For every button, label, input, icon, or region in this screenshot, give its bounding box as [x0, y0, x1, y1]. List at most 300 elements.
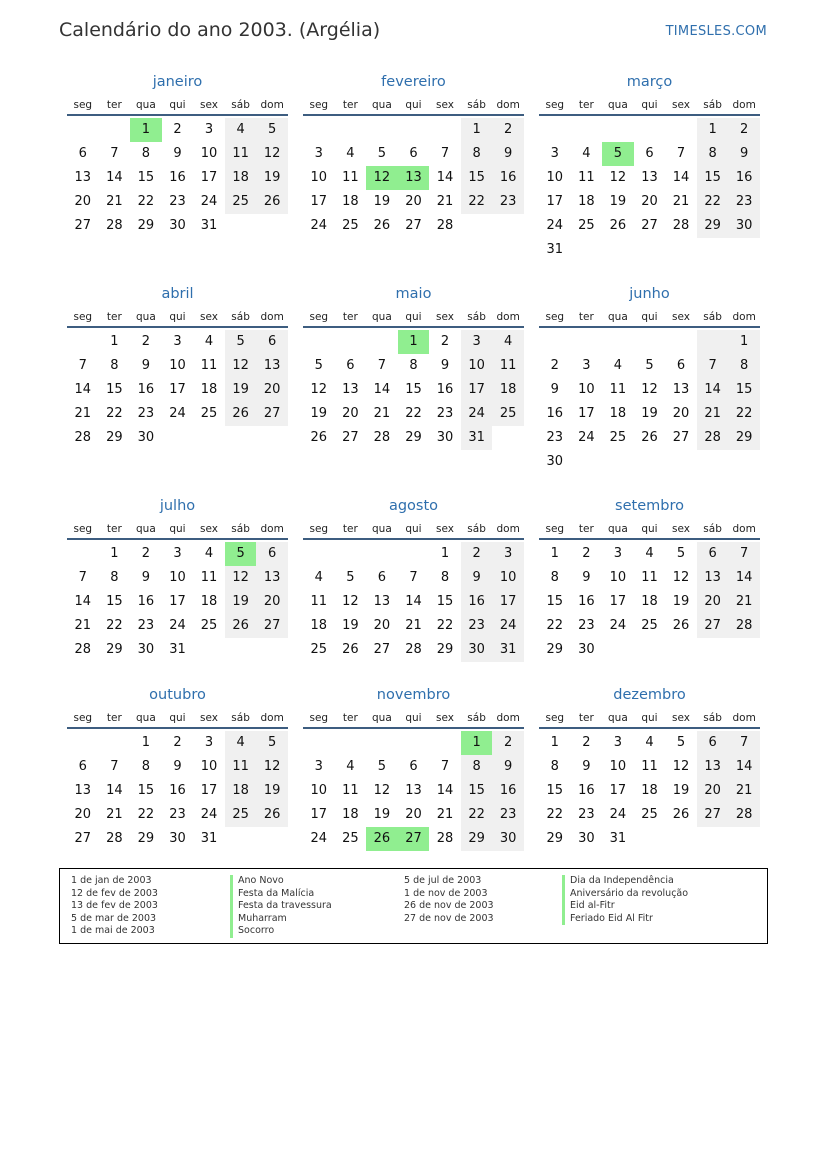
day-cell[interactable]: 9 [550, 382, 559, 397]
day-cell[interactable]: 29 [106, 430, 123, 445]
day-cell[interactable]: 5 [676, 735, 686, 750]
day-cell[interactable]: 28 [74, 642, 92, 657]
day-cell[interactable]: 20 [373, 618, 391, 633]
day-cell[interactable]: 7 [676, 146, 686, 161]
day-cell[interactable]: 24 [310, 831, 328, 846]
day-cell[interactable]: 21 [74, 406, 92, 421]
day-cell[interactable]: 4 [645, 546, 654, 561]
day-cell[interactable]: 18 [641, 783, 658, 798]
day-cell[interactable]: 21 [405, 618, 422, 633]
day-cell[interactable]: 20 [342, 406, 359, 421]
day-cell[interactable]: 5 [256, 731, 288, 755]
day-cell[interactable]: 11 [492, 354, 524, 378]
day-cell[interactable]: 17 [609, 594, 627, 609]
day-cell[interactable]: 8 [110, 358, 119, 373]
day-cell[interactable]: 27 [672, 430, 690, 445]
day-cell[interactable]: 8 [550, 759, 559, 774]
day-cell[interactable]: 11 [342, 783, 359, 798]
day-cell[interactable]: 24 [609, 807, 627, 822]
day-cell[interactable]: 5 [346, 570, 355, 585]
day-cell[interactable]: 30 [436, 430, 454, 445]
day-cell[interactable]: 15 [461, 166, 493, 190]
day-cell[interactable]: 28 [405, 642, 422, 657]
day-cell[interactable]: 25 [641, 618, 658, 633]
day-cell[interactable]: 7 [728, 731, 760, 755]
day-cell[interactable]: 3 [204, 735, 214, 750]
day-cell[interactable]: 30 [169, 218, 186, 233]
day-cell[interactable]: 12 [609, 170, 627, 185]
day-cell[interactable]: 7 [697, 354, 729, 378]
day-cell[interactable]: 19 [373, 807, 391, 822]
day-cell[interactable]: 10 [200, 146, 218, 161]
day-cell[interactable]: 30 [578, 831, 595, 846]
day-cell[interactable]: 22 [546, 807, 564, 822]
day-cell[interactable]: 8 [110, 570, 119, 585]
day-cell[interactable]: 22 [546, 618, 564, 633]
day-cell[interactable]: 28 [74, 430, 92, 445]
day-cell[interactable]: 23 [728, 190, 760, 214]
day-cell[interactable]: 28 [436, 218, 454, 233]
day-cell[interactable]: 28 [106, 831, 123, 846]
day-cell[interactable]: 18 [492, 378, 524, 402]
day-cell[interactable]: 22 [697, 190, 729, 214]
day-cell[interactable]: 18 [200, 594, 218, 609]
day-cell[interactable]: 20 [256, 378, 288, 402]
day-cell[interactable]: 3 [314, 759, 323, 774]
day-cell[interactable]: 2 [582, 546, 591, 561]
day-cell[interactable]: 9 [141, 570, 151, 585]
day-cell[interactable]: 14 [106, 783, 123, 798]
day-cell[interactable]: 15 [137, 170, 155, 185]
day-cell[interactable]: 3 [461, 330, 493, 354]
day-cell[interactable]: 1 [398, 330, 430, 354]
day-cell[interactable]: 29 [436, 642, 454, 657]
day-cell[interactable]: 11 [342, 170, 359, 185]
day-cell[interactable]: 3 [582, 358, 591, 373]
day-cell[interactable]: 14 [106, 170, 123, 185]
day-cell[interactable]: 8 [728, 354, 760, 378]
day-cell[interactable]: 10 [169, 570, 186, 585]
day-cell[interactable]: 9 [492, 755, 524, 779]
day-cell[interactable]: 20 [672, 406, 690, 421]
day-cell[interactable]: 15 [137, 783, 155, 798]
day-cell[interactable]: 2 [728, 118, 760, 142]
day-cell[interactable]: 29 [546, 642, 564, 657]
day-cell[interactable]: 25 [641, 807, 658, 822]
day-cell[interactable]: 25 [225, 190, 257, 214]
day-cell[interactable]: 23 [578, 807, 595, 822]
day-cell[interactable]: 5 [676, 546, 686, 561]
day-cell[interactable]: 27 [405, 218, 422, 233]
day-cell[interactable]: 7 [377, 358, 387, 373]
day-cell[interactable]: 31 [200, 831, 218, 846]
day-cell[interactable]: 29 [728, 426, 760, 450]
day-cell[interactable]: 26 [342, 642, 359, 657]
day-cell[interactable]: 19 [672, 783, 690, 798]
day-cell[interactable]: 10 [609, 759, 627, 774]
day-cell[interactable]: 14 [672, 170, 690, 185]
day-cell[interactable]: 23 [169, 807, 186, 822]
day-cell[interactable]: 29 [106, 642, 123, 657]
day-cell[interactable]: 9 [440, 358, 450, 373]
day-cell[interactable]: 3 [204, 122, 214, 137]
day-cell[interactable]: 13 [342, 382, 359, 397]
day-cell[interactable]: 30 [461, 638, 493, 662]
day-cell[interactable]: 15 [106, 594, 123, 609]
day-cell[interactable]: 29 [405, 430, 422, 445]
day-cell[interactable]: 2 [173, 122, 182, 137]
brand-logo[interactable]: TIMESLES.COM [665, 24, 767, 39]
day-cell[interactable]: 21 [728, 590, 760, 614]
day-cell[interactable]: 31 [169, 642, 186, 657]
day-cell[interactable]: 17 [578, 406, 595, 421]
day-cell[interactable]: 23 [461, 614, 493, 638]
day-cell[interactable]: 8 [697, 142, 729, 166]
day-cell[interactable]: 4 [204, 546, 214, 561]
day-cell[interactable]: 17 [200, 170, 218, 185]
day-cell[interactable]: 24 [492, 614, 524, 638]
day-cell[interactable]: 5 [377, 759, 387, 774]
day-cell[interactable]: 22 [106, 618, 123, 633]
day-cell[interactable]: 26 [373, 218, 391, 233]
day-cell[interactable]: 3 [173, 546, 182, 561]
day-cell[interactable]: 6 [78, 146, 87, 161]
day-cell[interactable]: 8 [141, 759, 151, 774]
day-cell[interactable]: 4 [225, 731, 257, 755]
day-cell[interactable]: 2 [461, 542, 493, 566]
day-cell[interactable]: 19 [373, 194, 391, 209]
day-cell[interactable]: 1 [440, 546, 450, 561]
day-cell[interactable]: 12 [256, 142, 288, 166]
day-cell[interactable]: 24 [609, 618, 627, 633]
day-cell[interactable]: 7 [409, 570, 418, 585]
day-cell[interactable]: 21 [436, 807, 454, 822]
day-cell[interactable]: 1 [550, 735, 559, 750]
day-cell[interactable]: 13 [74, 783, 92, 798]
day-cell[interactable]: 20 [256, 590, 288, 614]
day-cell[interactable]: 26 [672, 618, 690, 633]
day-cell[interactable]: 14 [373, 382, 391, 397]
day-cell[interactable]: 14 [697, 378, 729, 402]
day-cell[interactable]: 30 [169, 831, 186, 846]
day-cell[interactable]: 25 [342, 218, 359, 233]
day-cell[interactable]: 1 [130, 118, 162, 142]
day-cell[interactable]: 9 [173, 146, 182, 161]
day-cell[interactable]: 15 [405, 382, 422, 397]
day-cell[interactable]: 21 [373, 406, 391, 421]
day-cell[interactable]: 17 [609, 783, 627, 798]
day-cell[interactable]: 19 [342, 618, 359, 633]
day-cell[interactable]: 6 [645, 146, 654, 161]
day-cell[interactable]: 15 [546, 783, 564, 798]
day-cell[interactable]: 11 [641, 759, 658, 774]
day-cell[interactable]: 22 [137, 194, 155, 209]
day-cell[interactable]: 3 [613, 735, 623, 750]
day-cell[interactable]: 6 [78, 759, 87, 774]
day-cell[interactable]: 20 [74, 807, 92, 822]
day-cell[interactable]: 1 [141, 735, 151, 750]
day-cell[interactable]: 20 [405, 807, 422, 822]
day-cell[interactable]: 8 [550, 570, 559, 585]
day-cell[interactable]: 24 [200, 807, 218, 822]
day-cell[interactable]: 9 [728, 142, 760, 166]
day-cell[interactable]: 10 [310, 170, 328, 185]
day-cell[interactable]: 18 [641, 594, 658, 609]
day-cell[interactable]: 17 [200, 783, 218, 798]
day-cell[interactable]: 31 [200, 218, 218, 233]
day-cell[interactable]: 10 [200, 759, 218, 774]
day-cell[interactable]: 27 [256, 614, 288, 638]
day-cell[interactable]: 5 [225, 542, 257, 566]
day-cell[interactable]: 26 [256, 190, 288, 214]
day-cell[interactable]: 17 [169, 594, 186, 609]
day-cell[interactable]: 15 [697, 166, 729, 190]
day-cell[interactable]: 16 [578, 594, 595, 609]
day-cell[interactable]: 18 [200, 382, 218, 397]
day-cell[interactable]: 11 [200, 570, 218, 585]
day-cell[interactable]: 27 [697, 614, 729, 638]
day-cell[interactable]: 30 [728, 214, 760, 238]
day-cell[interactable]: 2 [141, 334, 151, 349]
day-cell[interactable]: 12 [672, 759, 690, 774]
day-cell[interactable]: 7 [78, 570, 87, 585]
day-cell[interactable]: 14 [74, 382, 92, 397]
day-cell[interactable]: 11 [641, 570, 658, 585]
day-cell[interactable]: 11 [609, 382, 627, 397]
day-cell[interactable]: 14 [74, 594, 92, 609]
day-cell[interactable]: 14 [728, 566, 760, 590]
day-cell[interactable]: 5 [225, 330, 257, 354]
day-cell[interactable]: 1 [550, 546, 559, 561]
day-cell[interactable]: 13 [641, 170, 658, 185]
day-cell[interactable]: 20 [697, 590, 729, 614]
day-cell[interactable]: 4 [645, 735, 654, 750]
day-cell[interactable]: 17 [461, 378, 493, 402]
day-cell[interactable]: 21 [436, 194, 454, 209]
day-cell[interactable]: 12 [641, 382, 658, 397]
day-cell[interactable]: 29 [137, 218, 155, 233]
day-cell[interactable]: 2 [582, 735, 591, 750]
day-cell[interactable]: 28 [106, 218, 123, 233]
day-cell[interactable]: 6 [409, 146, 418, 161]
day-cell[interactable]: 19 [225, 590, 257, 614]
day-cell[interactable]: 14 [436, 783, 454, 798]
day-cell[interactable]: 16 [492, 166, 524, 190]
day-cell[interactable]: 29 [461, 827, 493, 851]
day-cell[interactable]: 25 [200, 406, 218, 421]
day-cell[interactable]: 6 [676, 358, 686, 373]
day-cell[interactable]: 13 [373, 594, 391, 609]
day-cell[interactable]: 26 [366, 827, 398, 851]
day-cell[interactable]: 23 [137, 406, 155, 421]
day-cell[interactable]: 11 [200, 358, 218, 373]
day-cell[interactable]: 18 [578, 194, 595, 209]
day-cell[interactable]: 11 [310, 594, 328, 609]
day-cell[interactable]: 4 [613, 358, 623, 373]
day-cell[interactable]: 23 [492, 190, 524, 214]
day-cell[interactable]: 27 [342, 430, 359, 445]
day-cell[interactable]: 27 [74, 218, 92, 233]
day-cell[interactable]: 2 [173, 735, 182, 750]
day-cell[interactable]: 1 [728, 330, 760, 354]
day-cell[interactable]: 25 [492, 402, 524, 426]
day-cell[interactable]: 14 [436, 170, 454, 185]
day-cell[interactable]: 25 [310, 642, 328, 657]
day-cell[interactable]: 7 [440, 759, 450, 774]
day-cell[interactable]: 9 [141, 358, 151, 373]
day-cell[interactable]: 28 [728, 803, 760, 827]
day-cell[interactable]: 3 [613, 546, 623, 561]
day-cell[interactable]: 14 [405, 594, 422, 609]
day-cell[interactable]: 16 [436, 382, 454, 397]
day-cell[interactable]: 23 [546, 430, 564, 445]
day-cell[interactable]: 20 [405, 194, 422, 209]
day-cell[interactable]: 21 [74, 618, 92, 633]
day-cell[interactable]: 5 [602, 142, 634, 166]
day-cell[interactable]: 24 [546, 218, 564, 233]
day-cell[interactable]: 17 [310, 807, 328, 822]
day-cell[interactable]: 3 [550, 146, 559, 161]
day-cell[interactable]: 22 [728, 402, 760, 426]
day-cell[interactable]: 12 [342, 594, 359, 609]
day-cell[interactable]: 29 [137, 831, 155, 846]
day-cell[interactable]: 1 [110, 334, 119, 349]
day-cell[interactable]: 5 [314, 358, 323, 373]
day-cell[interactable]: 8 [461, 755, 493, 779]
day-cell[interactable]: 18 [225, 779, 257, 803]
day-cell[interactable]: 17 [310, 194, 328, 209]
day-cell[interactable]: 4 [225, 118, 257, 142]
day-cell[interactable]: 31 [492, 638, 524, 662]
day-cell[interactable]: 5 [377, 146, 387, 161]
day-cell[interactable]: 2 [550, 358, 559, 373]
day-cell[interactable]: 26 [225, 614, 257, 638]
day-cell[interactable]: 19 [256, 779, 288, 803]
day-cell[interactable]: 6 [377, 570, 387, 585]
day-cell[interactable]: 15 [546, 594, 564, 609]
day-cell[interactable]: 25 [609, 430, 627, 445]
day-cell[interactable]: 28 [672, 218, 690, 233]
day-cell[interactable]: 2 [440, 334, 450, 349]
day-cell[interactable]: 28 [697, 426, 729, 450]
day-cell[interactable]: 11 [225, 142, 257, 166]
day-cell[interactable]: 4 [204, 334, 214, 349]
day-cell[interactable]: 24 [310, 218, 328, 233]
day-cell[interactable]: 15 [436, 594, 454, 609]
day-cell[interactable]: 17 [169, 382, 186, 397]
day-cell[interactable]: 2 [141, 546, 151, 561]
day-cell[interactable]: 4 [314, 570, 323, 585]
day-cell[interactable]: 16 [546, 406, 564, 421]
day-cell[interactable]: 4 [582, 146, 591, 161]
day-cell[interactable]: 19 [256, 166, 288, 190]
day-cell[interactable]: 30 [137, 430, 155, 445]
day-cell[interactable]: 4 [346, 759, 355, 774]
day-cell[interactable]: 5 [645, 358, 654, 373]
day-cell[interactable]: 21 [672, 194, 690, 209]
day-cell[interactable]: 4 [346, 146, 355, 161]
day-cell[interactable]: 28 [436, 831, 454, 846]
day-cell[interactable]: 6 [256, 330, 288, 354]
day-cell[interactable]: 23 [492, 803, 524, 827]
day-cell[interactable]: 31 [609, 831, 627, 846]
day-cell[interactable]: 26 [641, 430, 658, 445]
day-cell[interactable]: 7 [78, 358, 87, 373]
day-cell[interactable]: 10 [492, 566, 524, 590]
day-cell[interactable]: 7 [440, 146, 450, 161]
day-cell[interactable]: 22 [405, 406, 422, 421]
day-cell[interactable]: 13 [697, 755, 729, 779]
day-cell[interactable]: 11 [225, 755, 257, 779]
day-cell[interactable]: 12 [225, 566, 257, 590]
day-cell[interactable]: 12 [672, 570, 690, 585]
day-cell[interactable]: 6 [409, 759, 418, 774]
day-cell[interactable]: 9 [582, 759, 591, 774]
day-cell[interactable]: 3 [314, 146, 323, 161]
day-cell[interactable]: 1 [461, 118, 493, 142]
day-cell[interactable]: 30 [492, 827, 524, 851]
day-cell[interactable]: 22 [436, 618, 454, 633]
day-cell[interactable]: 26 [310, 430, 328, 445]
day-cell[interactable]: 13 [672, 382, 690, 397]
day-cell[interactable]: 16 [137, 594, 155, 609]
day-cell[interactable]: 7 [728, 542, 760, 566]
day-cell[interactable]: 16 [578, 783, 595, 798]
day-cell[interactable]: 15 [461, 779, 493, 803]
day-cell[interactable]: 23 [436, 406, 454, 421]
day-cell[interactable]: 16 [169, 783, 186, 798]
day-cell[interactable]: 10 [461, 354, 493, 378]
day-cell[interactable]: 5 [256, 118, 288, 142]
day-cell[interactable]: 28 [373, 430, 391, 445]
day-cell[interactable]: 25 [342, 831, 359, 846]
day-cell[interactable]: 15 [728, 378, 760, 402]
day-cell[interactable]: 9 [492, 142, 524, 166]
day-cell[interactable]: 27 [256, 402, 288, 426]
day-cell[interactable]: 20 [641, 194, 658, 209]
day-cell[interactable]: 24 [169, 406, 186, 421]
day-cell[interactable]: 27 [398, 827, 430, 851]
day-cell[interactable]: 24 [461, 402, 493, 426]
day-cell[interactable]: 18 [310, 618, 328, 633]
day-cell[interactable]: 12 [256, 755, 288, 779]
day-cell[interactable]: 16 [137, 382, 155, 397]
day-cell[interactable]: 13 [405, 783, 422, 798]
day-cell[interactable]: 9 [173, 759, 182, 774]
day-cell[interactable]: 26 [225, 402, 257, 426]
day-cell[interactable]: 13 [256, 566, 288, 590]
day-cell[interactable]: 19 [225, 378, 257, 402]
day-cell[interactable]: 24 [200, 194, 218, 209]
day-cell[interactable]: 9 [461, 566, 493, 590]
day-cell[interactable]: 25 [200, 618, 218, 633]
day-cell[interactable]: 24 [578, 430, 595, 445]
day-cell[interactable]: 6 [256, 542, 288, 566]
day-cell[interactable]: 15 [106, 382, 123, 397]
day-cell[interactable]: 8 [409, 358, 418, 373]
day-cell[interactable]: 7 [110, 759, 119, 774]
day-cell[interactable]: 31 [461, 426, 493, 450]
day-cell[interactable]: 2 [492, 731, 524, 755]
day-cell[interactable]: 30 [578, 642, 595, 657]
day-cell[interactable]: 25 [225, 803, 257, 827]
day-cell[interactable]: 12 [225, 354, 257, 378]
day-cell[interactable]: 23 [137, 618, 155, 633]
day-cell[interactable]: 8 [141, 146, 151, 161]
day-cell[interactable]: 11 [578, 170, 595, 185]
day-cell[interactable]: 10 [609, 570, 627, 585]
day-cell[interactable]: 3 [492, 542, 524, 566]
